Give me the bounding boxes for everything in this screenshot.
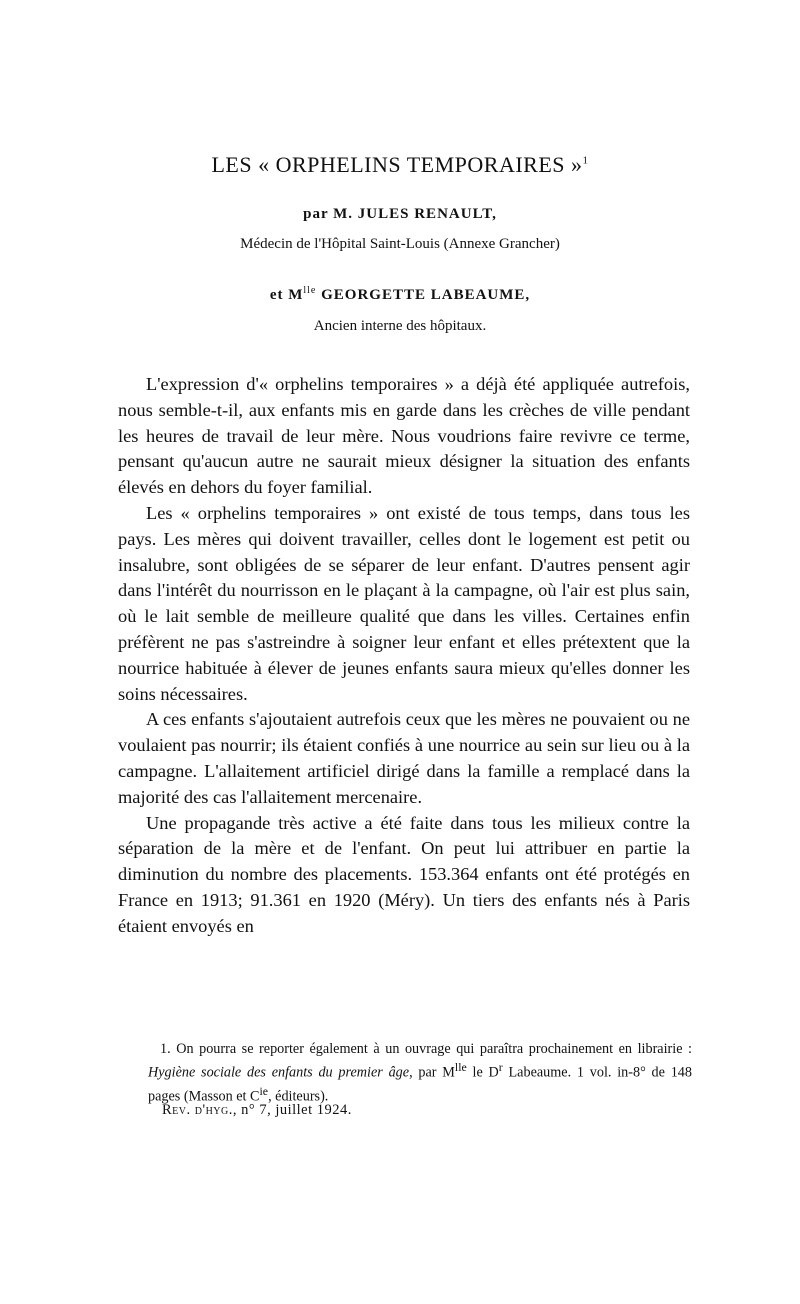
footnote-text-middle2: le D (466, 1064, 499, 1081)
footnote-text (148, 1040, 692, 1105)
article-title-text: LES « ORPHELINS TEMPORAIRES » (211, 152, 583, 177)
title-footnote-mark: 1 (582, 154, 589, 167)
author-primary-affiliation: Médecin de l'Hôpital Saint-Louis (Annexe Grancher) (240, 236, 560, 252)
issue-details: , n° 7, juillet 1924. (232, 1102, 352, 1118)
author-secondary-name: GEORGETTE LABEAUME, (316, 287, 531, 303)
footnote-text-end: , éditeurs). (268, 1088, 329, 1105)
issue-journal: Rev. d'hyg. (162, 1102, 233, 1118)
author-secondary-affiliation: Ancien interne des hôpitaux. (313, 318, 487, 334)
article-body (118, 372, 690, 940)
footnote-sup-dr: r (498, 1060, 503, 1074)
footnote-sup-cie: ie (259, 1083, 269, 1098)
body-paragraph: L'expression d'« orphelins temporaires » a déjà été appliquée autrefois, nous semble-t-il, aux enfants mis en garde dans les crèches de ville pendant les heures de travail de leur mère. Nous voudrions faire revivre ce terme, pensant qu'aucun autre ne saurait mieux désigner la situation des enfants élevés en dehors du foyer familial. (118, 374, 690, 498)
issue-line (162, 1102, 352, 1119)
footnote-sup-mlle: lle (454, 1060, 467, 1074)
footnote (148, 1040, 692, 1105)
body-paragraph: Une propagande très active a été faite dans tous les milieux contre la séparation de la mère et de l'enfant. On peut lui attribuer en partie la diminution du nombre des placements. 153.364 enfants ont été protégés en France en 1913; 91.361 en 1920 (Méry). Un tiers des enfants nés à Paris étaient envoyés en (118, 812, 690, 936)
footnote-book-title: Hygiène sociale des enfants du premier âge (148, 1064, 410, 1081)
author-secondary-prefix: et M (269, 287, 304, 303)
body-paragraph: Les « orphelins temporaires » ont existé de tous temps, dans tous les pays. Les mères qui doivent travailler, celles dont le logement est petit ou insalubre, sont obligées de se séparer de leur enfant. D'autres pensent agir dans l'intérêt du nourrisson en le plaçant à la campagne, où l'air est plus sain, où le lait semble de meilleure qualité que dans les villes. Certaines enfin préfèrent ne pas s'astreindre à soigner leur enfant et elles prétextent que la nourrice habituée à élever de jeunes enfants saura mieux qu'elles donner les soins nécessaires. (118, 502, 690, 704)
footnote-text-before: On pourra se reporter également à un ouvrage qui paraîtra prochainement en librairie : (170, 1041, 692, 1057)
body-paragraph: A ces enfants s'ajoutaient autrefois ceux que les mères ne pouvaient ou ne voulaient pas nourrir; ils étaient confiés à une nourrice au sein sur lieu ou à la campagne. L'allaitement artificiel dirigé dans la famille a remplacé dans la majorité des cas l'allaitement mercenaire. (118, 709, 690, 807)
author-secondary-title-sup: lle (303, 285, 317, 296)
author-secondary (0, 285, 800, 304)
footnote-text-after: Labeaume. 1 vol. in-8° de 148 pages (Masson et C (148, 1064, 692, 1105)
article-title (0, 152, 800, 178)
author-primary: par M. JULES RENAULT, (303, 206, 497, 222)
footnote-text-middle: , par M (409, 1064, 455, 1081)
footnote-mark: 1. (160, 1041, 171, 1057)
